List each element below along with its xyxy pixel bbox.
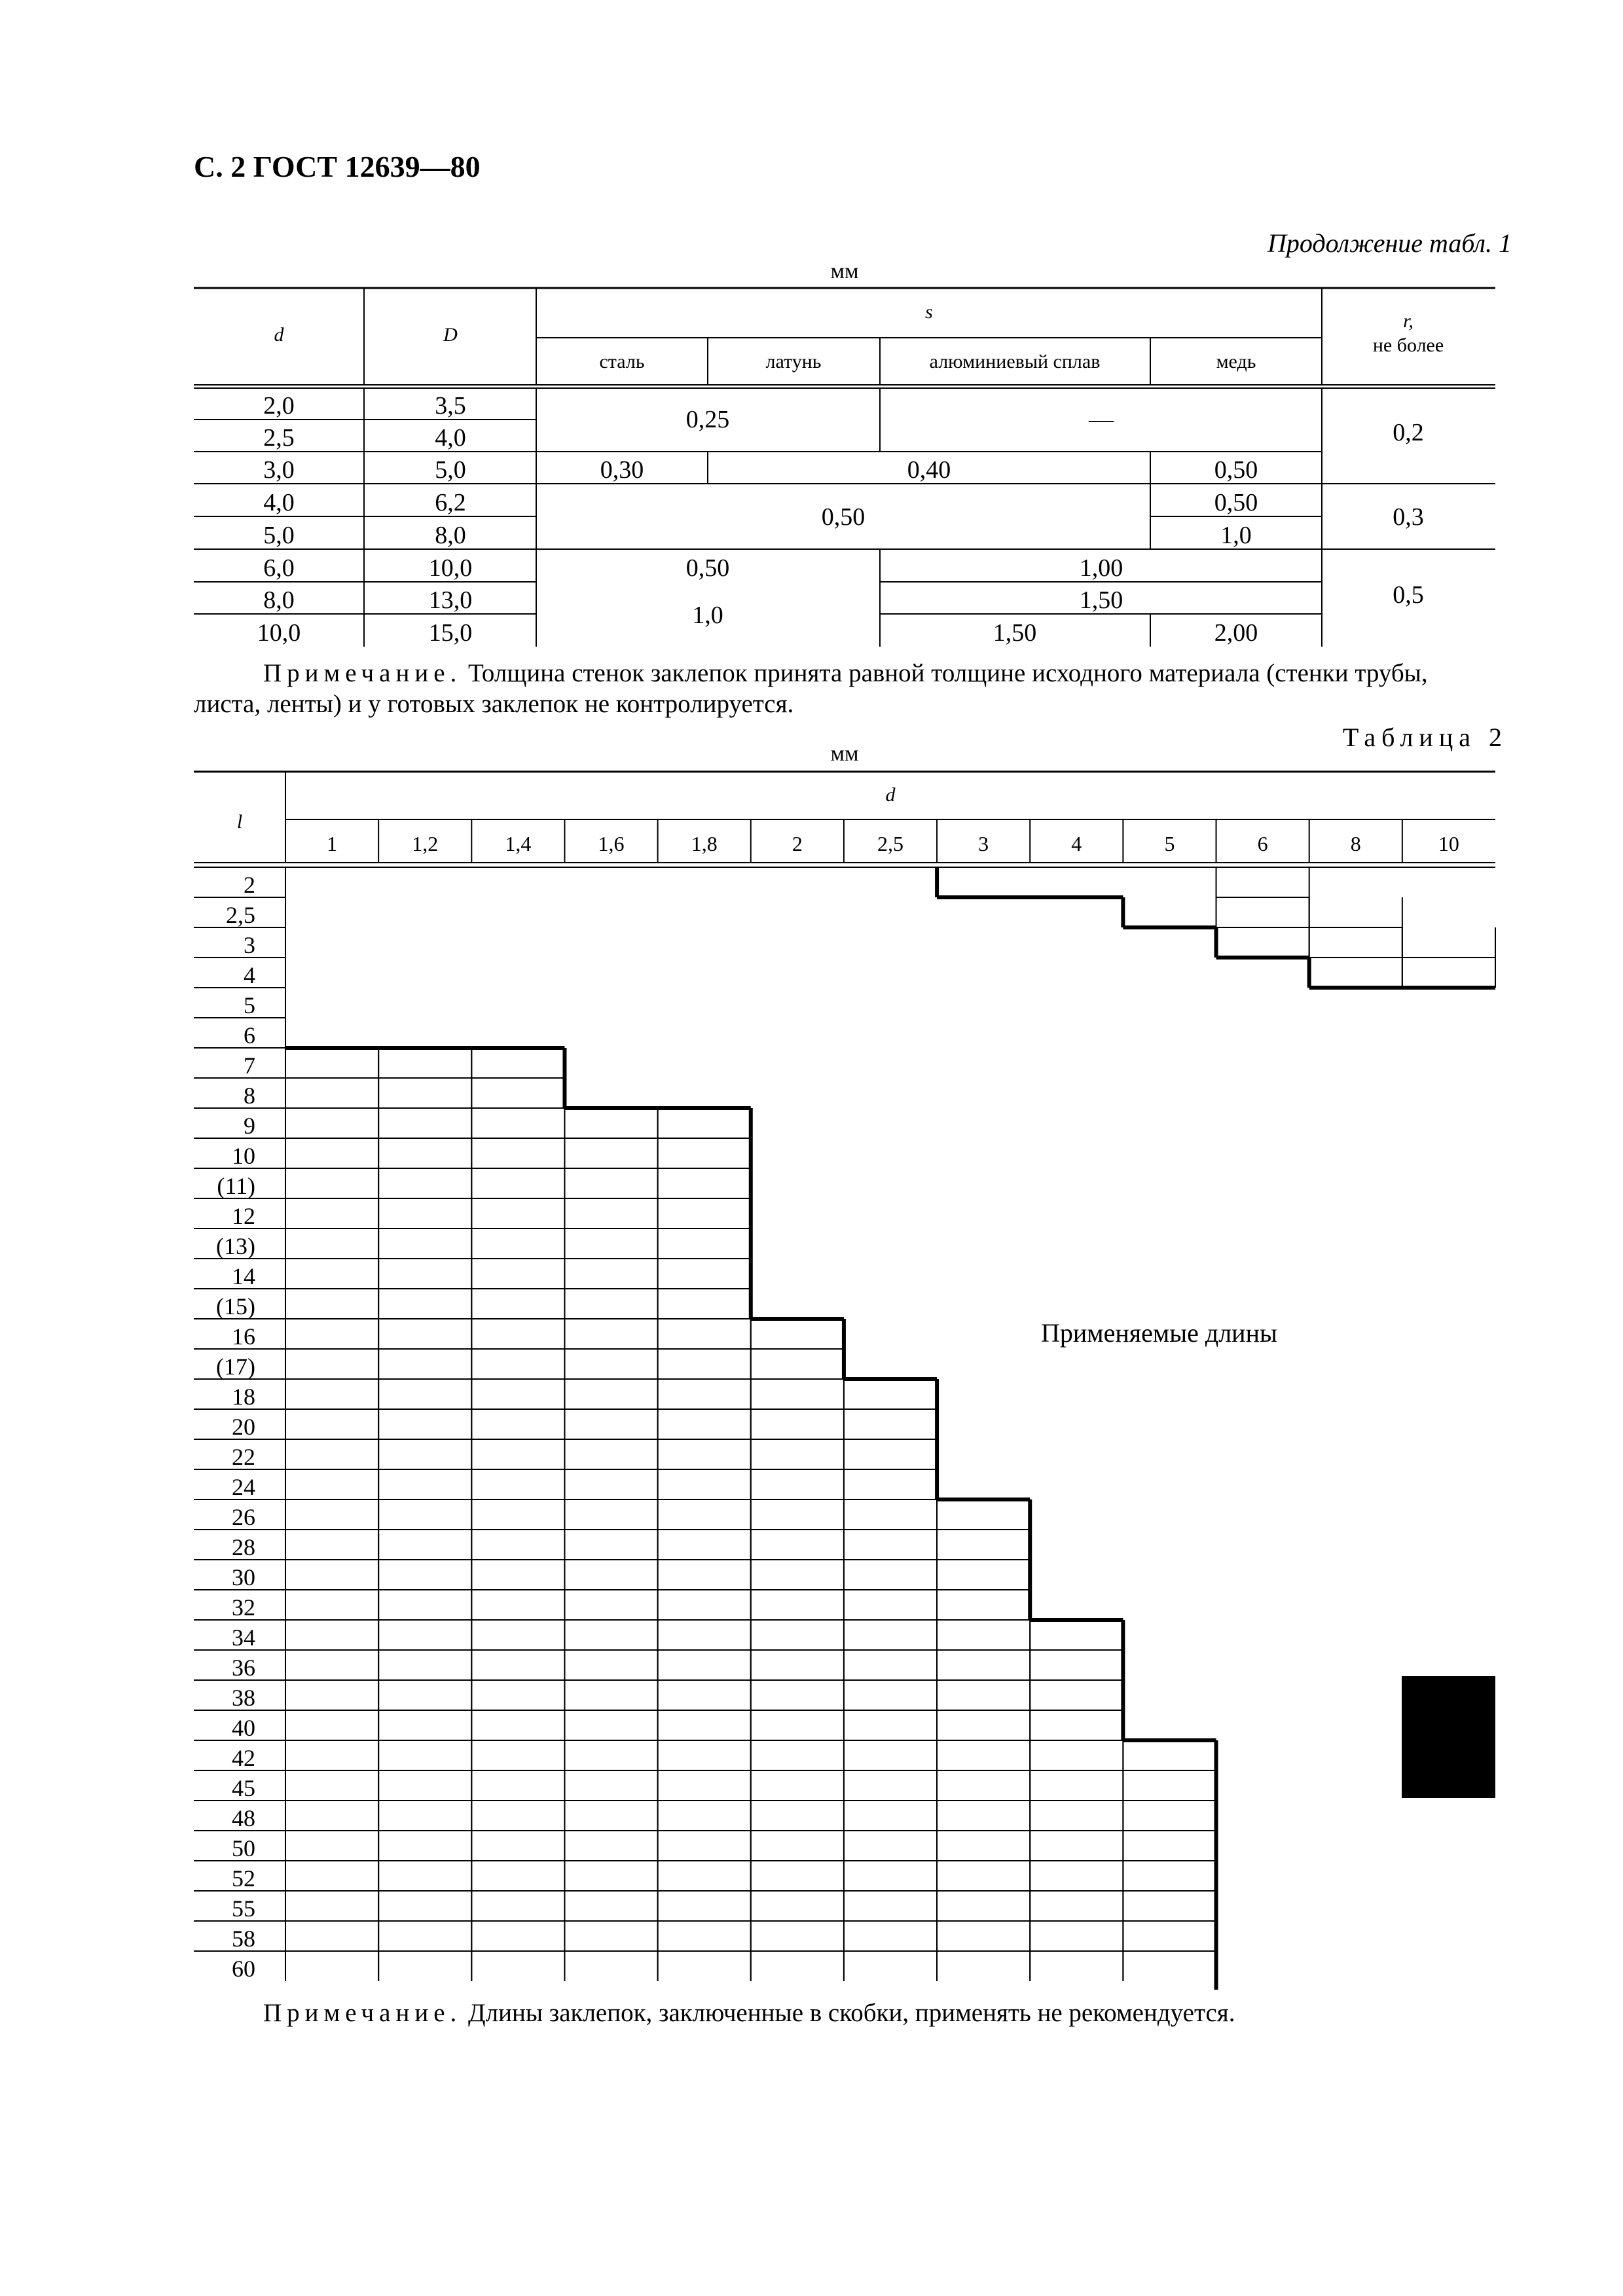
t1-d-6: 8,0 <box>263 586 295 614</box>
t1-cell-050b: 0,50 <box>1214 489 1258 516</box>
t2-l-value: 58 <box>232 1926 255 1952</box>
t1-header-s: s <box>925 301 933 323</box>
t1-D-6: 13,0 <box>428 586 473 614</box>
t1-D-4: 8,0 <box>435 522 466 549</box>
table1 <box>0 0 1623 694</box>
t1-d-0: 2,0 <box>263 392 295 420</box>
t1-cell-200: 2,00 <box>1214 619 1258 647</box>
t2-d-value: 10 <box>1438 832 1459 855</box>
t2-l-value: 14 <box>232 1263 255 1289</box>
t2-l-value: 16 <box>232 1323 255 1350</box>
t1-D-2: 5,0 <box>435 456 466 484</box>
table1-note-prefix: Примечание. <box>263 659 462 687</box>
t2-l-value: 52 <box>232 1865 255 1892</box>
t2-l-value: 36 <box>232 1655 255 1681</box>
table2-unit: мм <box>830 742 859 766</box>
t1-D-7: 15,0 <box>428 619 473 647</box>
table1-note-text: Толщина стенок заклепок принята равной толщине исходного материала (стенки трубы, листа, ленты) и у готовых заклепок не контролируется. <box>194 659 1428 718</box>
table2 <box>0 753 1623 1990</box>
t2-l-value: (17) <box>216 1354 255 1380</box>
t2-l-value: (13) <box>216 1233 255 1259</box>
t1-header-r: r, <box>1403 310 1413 332</box>
t2-d-value: 4 <box>1071 832 1082 855</box>
t2-d-value: 8 <box>1350 832 1361 855</box>
t1-d-1: 2,5 <box>263 424 295 452</box>
t1-cell-025: 0,25 <box>685 406 730 433</box>
t2-d-value: 2,5 <box>877 832 903 855</box>
table-continuation-caption: Продолжение табл. 1 <box>1267 228 1512 258</box>
t2-l-value: 2,5 <box>226 902 255 928</box>
t2-l-value: 9 <box>244 1113 255 1139</box>
t1-cell-040: 0,40 <box>907 456 951 484</box>
t2-l-value: 6 <box>244 1022 255 1049</box>
t1-cell-10big: 1,0 <box>692 601 723 629</box>
t1-cell-100: 1,00 <box>1079 554 1123 582</box>
t2-d-value: 1,2 <box>412 832 439 855</box>
t1-D-3: 6,2 <box>435 489 466 516</box>
t2-l-value: 22 <box>232 1444 255 1470</box>
t2-l-value: 60 <box>232 1956 255 1982</box>
t2-l-value: 45 <box>232 1775 255 1801</box>
t2-l-value: 32 <box>232 1594 255 1621</box>
page-edge-marker <box>1402 1676 1495 1798</box>
t1-cell-10a: 1,0 <box>1220 522 1252 549</box>
t1-cell-r05: 0,5 <box>1393 581 1424 609</box>
t1-header-alu: алюминиевый сплав <box>929 351 1101 372</box>
t1-d-5: 6,0 <box>263 554 295 582</box>
table2-note-text: Длины заклепок, заключенные в скобки, применять не рекомендуется. <box>462 1999 1235 2027</box>
t1-header-copper: медь <box>1216 351 1256 372</box>
t1-d-2: 3,0 <box>263 456 295 484</box>
t1-cell-150b: 1,50 <box>993 619 1037 647</box>
t2-l-value: 4 <box>244 962 255 988</box>
table2-note-prefix: Примечание. <box>263 1999 462 2027</box>
t2-l-value: 18 <box>232 1384 255 1410</box>
t1-cell-030: 0,30 <box>600 456 644 484</box>
t2-l-value: 42 <box>232 1745 255 1771</box>
t1-d-7: 10,0 <box>257 619 301 647</box>
t2-d-value: 6 <box>1257 832 1268 855</box>
t1-cell-r02: 0,2 <box>1393 419 1424 446</box>
t1-D-0: 3,5 <box>435 392 466 420</box>
t2-l-value: 12 <box>232 1203 255 1229</box>
t1-cell-r03: 0,3 <box>1393 503 1424 531</box>
t2-d-value: 1,4 <box>505 832 532 855</box>
t2-l-value: (11) <box>217 1173 255 1199</box>
table1-note <box>194 658 1497 719</box>
t1-cell-050big: 0,50 <box>821 503 866 531</box>
t1-header-r-note: не более <box>1372 334 1444 356</box>
t2-header-l: l <box>236 811 243 833</box>
table2-note <box>263 1998 1235 2028</box>
t2-d-value: 1,6 <box>598 832 625 855</box>
t2-l-value: 3 <box>244 932 255 958</box>
t2-l-value: 28 <box>232 1534 255 1560</box>
t2-l-value: 5 <box>244 992 255 1018</box>
t2-d-value: 2 <box>792 832 803 855</box>
t2-l-value: (15) <box>216 1293 255 1319</box>
t1-header-steel: сталь <box>599 351 645 372</box>
table2-title: Таблица 2 <box>1342 723 1508 752</box>
t2-l-value: 34 <box>232 1624 255 1651</box>
t1-d-3: 4,0 <box>263 489 295 516</box>
table1-unit: мм <box>830 259 859 283</box>
t1-d-4: 5,0 <box>263 522 295 549</box>
t2-l-value: 38 <box>232 1685 255 1711</box>
t2-header-d: d <box>885 784 896 806</box>
t2-l-value: 10 <box>232 1143 255 1169</box>
t2-l-value: 30 <box>232 1564 255 1590</box>
t2-d-value: 3 <box>978 832 989 855</box>
t1-cell-050c: 0,50 <box>685 554 730 582</box>
t2-l-value: 26 <box>232 1504 255 1530</box>
t2-l-value: 48 <box>232 1805 255 1831</box>
t2-d-value: 1,8 <box>691 832 718 855</box>
t1-D-5: 10,0 <box>428 554 473 582</box>
t1-header-d: d <box>274 324 284 346</box>
t2-l-value: 20 <box>232 1414 255 1440</box>
t2-l-value: 55 <box>232 1895 255 1922</box>
t1-cell-150a: 1,50 <box>1079 586 1123 614</box>
t2-l-value: 24 <box>232 1474 255 1500</box>
t1-cell-050a: 0,50 <box>1214 456 1258 484</box>
t1-cell-dash: — <box>1089 406 1114 433</box>
t2-l-value: 8 <box>244 1083 255 1109</box>
applicable-lengths-label: Применяемые длины <box>1041 1318 1277 1348</box>
t2-l-value: 7 <box>244 1052 255 1079</box>
t2-l-value: 50 <box>232 1835 255 1861</box>
t2-d-value: 1 <box>327 832 338 855</box>
t1-D-1: 4,0 <box>435 424 466 452</box>
t2-l-value: 40 <box>232 1715 255 1741</box>
t2-l-value: 2 <box>244 872 255 898</box>
t1-header-brass: латунь <box>765 351 822 372</box>
page-header: С. 2 ГОСТ 12639—80 <box>194 150 481 183</box>
t2-d-value: 5 <box>1164 832 1175 855</box>
t1-header-D: D <box>443 324 458 346</box>
